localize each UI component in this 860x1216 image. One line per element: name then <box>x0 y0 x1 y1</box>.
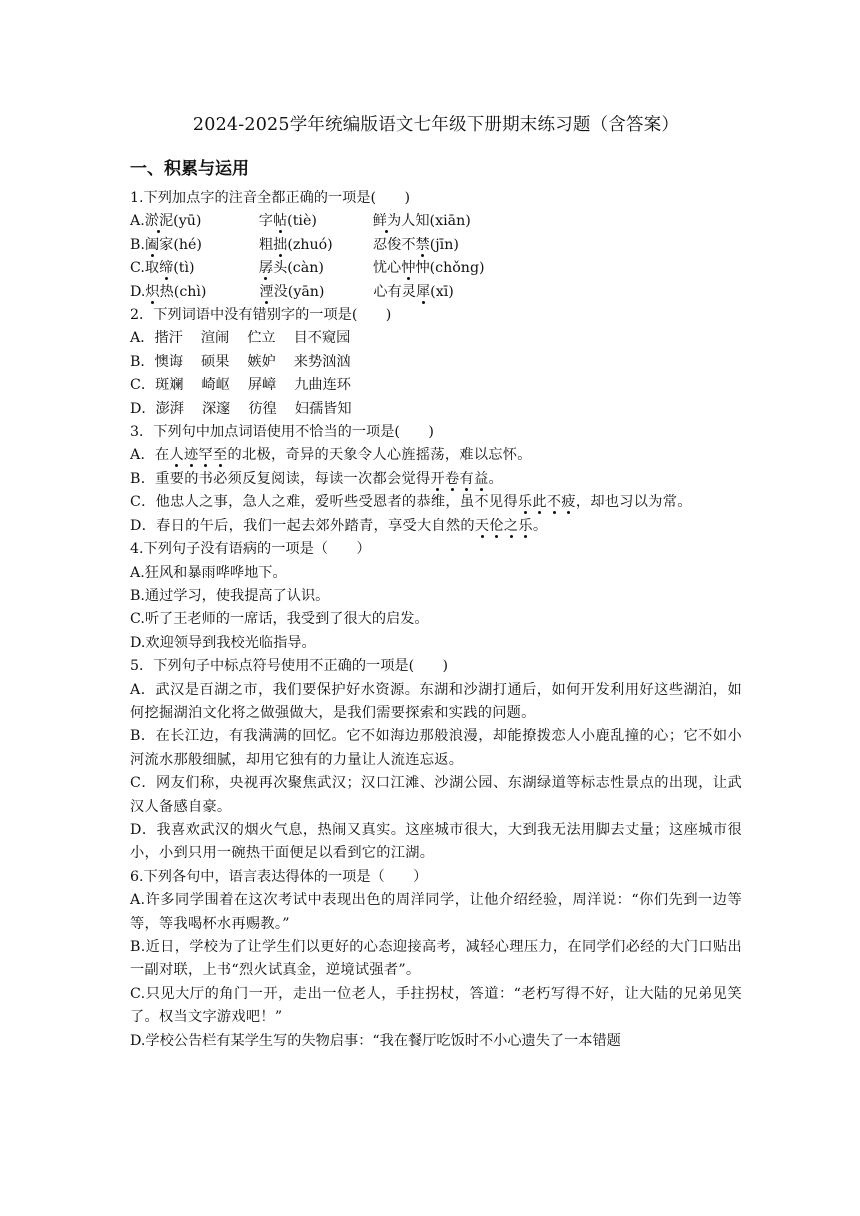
question-4-option-c: C.听了王老师的一席话，我受到了很大的启发。 <box>130 611 429 628</box>
question-2-option-b <box>130 351 742 374</box>
option-word: 懊诲 <box>154 353 184 370</box>
option-word: 斑斓 <box>155 377 184 394</box>
pinyin-item: 阖家(hé) <box>144 236 202 253</box>
question-2 <box>130 304 742 421</box>
option-label: D． <box>130 400 156 417</box>
question-1-option-c <box>130 257 742 280</box>
question-2-stem: 2．下列词语中没有错别字的一项是( ) <box>130 307 392 324</box>
option-word: 澎湃 <box>155 400 184 417</box>
option-word: 嫉妒 <box>247 353 276 370</box>
option-label: A． <box>130 330 155 347</box>
dotted-phrase: 天伦之乐 <box>474 517 533 534</box>
question-5 <box>130 655 742 866</box>
question-6-option-b: B.近日，学校为了让学生们以更好的心态迎接高考，减轻心理压力，在同学们必经的大门口贴出一副对联，上书“烈火试真金，逆境试强者”。 <box>130 939 742 979</box>
question-6-stem: 6.下列各句中，语言表达得体的一项是（ ） <box>130 868 428 885</box>
question-6-option-c: C.只见大厅的角门一开，走出一位老人，手拄拐杖，答道：“老朽写得不好，让大陆的兄弟见笑了。权当文字游戏吧！” <box>130 985 742 1026</box>
question-1-option-a <box>130 210 742 233</box>
option-word: 九曲连环 <box>294 377 351 394</box>
question-5-option-b: B．在长江边，有我满满的回忆。它不如海边那般浪漫，却能撩拨恋人小鹿乱撞的心；它不如小河流水那般细腻，却用它独有的力量让人流连忘返。 <box>130 728 742 768</box>
question-5-stem: 5．下列句子中标点符号使用不正确的一项是( ) <box>130 658 449 675</box>
dotted-char: 拙 <box>273 236 288 253</box>
question-3-option-b: B．重要的书必须反复阅读，每读一次都会觉得开卷有益。 <box>130 470 503 487</box>
option-word: 伫立 <box>247 330 276 347</box>
question-4 <box>130 538 742 655</box>
question-3-option-a: A．在人迹罕至的北极，奇异的天象令人心旌摇荡，难以忘怀。 <box>130 447 532 464</box>
option-word: 屏嶂 <box>247 377 277 394</box>
pinyin-item: 字帖(tiè) <box>258 213 317 230</box>
question-5-option-a: A．武汉是百湖之市，我们要保护好水资源。东湖和沙湖打通后，如何开发利用好这些湖泊，如何挖掘湖泊文化将之做强做大，是我们需要探索和实践的问题。 <box>130 681 742 721</box>
pinyin-item: 粗拙(zhuó) <box>258 236 333 253</box>
dotted-char: 忡 <box>401 260 416 277</box>
option-word: 硕果 <box>201 353 230 370</box>
option-word: 渲闹 <box>200 330 230 347</box>
question-4-stem: 4.下列句子没有语病的一项是（ ） <box>130 541 371 558</box>
pinyin-item: 湮没(yān) <box>259 283 325 300</box>
question-3-option-c: C．他忠人之事，急人之难，爱听些受恩者的恭维，虽不见得乐此不疲，却也习以为常。 <box>130 494 692 511</box>
question-6-option-d: D.学校公告栏有某学生写的失物启事：“我在餐厅吃饭时不小心遗失了一本错题 <box>130 1032 621 1049</box>
question-5-option-c: C．网友们称，央视再次聚焦武汉；汉口江滩、沙湖公园、东湖绿道等标志性景点的出现，让武汉人备感自豪。 <box>130 775 742 815</box>
dotted-char: 缔 <box>159 260 174 277</box>
pinyin-item: 炽热(chì) <box>145 283 207 300</box>
dotted-char: 孱 <box>258 260 274 277</box>
question-2-option-c <box>130 374 742 397</box>
dotted-phrase: 乐此不疲 <box>517 494 576 511</box>
question-5-option-d: D．我喜欢武汉的烟火气息，热闹又真实。这座城市很大，大到我无法用脚去丈量；这座城市很小，小到只用一碗热干面便足以看到它的江湖。 <box>130 821 742 862</box>
question-4-option-b: B.通过学习，使我提高了认识。 <box>130 587 330 604</box>
pinyin-item: 心有灵犀(xī) <box>373 283 454 300</box>
option-word: 目不窥园 <box>293 330 351 347</box>
dotted-char: 帖 <box>272 213 288 230</box>
dotted-phrase: 人迹罕至 <box>169 447 228 464</box>
question-3 <box>130 421 742 538</box>
question-4-option-d: D.欢迎领导到我校光临指导。 <box>130 634 316 651</box>
question-1-option-d <box>130 281 742 304</box>
section-heading: 一、积累与运用 <box>130 159 249 179</box>
dotted-char: 禁 <box>415 236 430 253</box>
question-6-option-a: A.许多同学围着在这次考试中表现出色的周洋同学，让他介绍经验，周洋说：“你们先到一边等等，等我喝杯水再赐教。” <box>130 892 742 932</box>
question-1-stem: 1.下列加点字的注音全都正确的一项是( ) <box>130 190 410 206</box>
option-label: D. <box>130 283 146 300</box>
pinyin-item: 淤泥(yū) <box>144 213 202 230</box>
dotted-phrase: 开卷有益 <box>430 470 489 487</box>
dotted-char: 炽 <box>145 283 160 300</box>
option-word: 妇孺皆知 <box>294 400 352 417</box>
option-word: 彷徨 <box>248 400 277 417</box>
pinyin-item: 鲜为人知(xiān) <box>372 213 471 230</box>
document-title: 2024-2025学年统编版语文七年级下册期末练习题（含答案） <box>192 115 680 135</box>
option-label: B． <box>130 353 155 370</box>
dotted-char: 犀 <box>415 283 431 300</box>
pinyin-item: 取缔(tì) <box>144 260 195 277</box>
option-label: A. <box>130 213 145 230</box>
dotted-char: 湮 <box>259 283 274 300</box>
question-3-option-d: D．春日的午后，我们一起去郊外踏青，享受大自然的天伦之乐。 <box>130 517 548 534</box>
option-word: 来势汹汹 <box>293 353 351 370</box>
pinyin-item: 孱头(càn) <box>258 260 324 277</box>
option-word: 崎岖 <box>201 377 230 394</box>
question-4-option-a: A.狂风和暴雨哗哗地下。 <box>130 564 287 581</box>
option-label: C． <box>130 377 156 394</box>
option-word: 揩汗 <box>154 330 183 347</box>
question-2-option-a <box>130 327 742 350</box>
question-1 <box>130 187 742 304</box>
question-1-option-b <box>130 234 742 257</box>
pinyin-item: 忧心忡忡(chǒng) <box>372 260 485 277</box>
question-6 <box>130 866 742 1053</box>
option-word: 深邃 <box>201 400 231 417</box>
option-label: C. <box>130 260 145 277</box>
question-2-option-d <box>130 398 742 421</box>
question-3-stem: 3．下列句中加点词语使用不恰当的一项是( ) <box>130 424 434 441</box>
pinyin-item: 忍俊不禁(jīn) <box>372 236 459 253</box>
dotted-char: 阖 <box>144 236 160 253</box>
option-label: B. <box>130 236 145 253</box>
